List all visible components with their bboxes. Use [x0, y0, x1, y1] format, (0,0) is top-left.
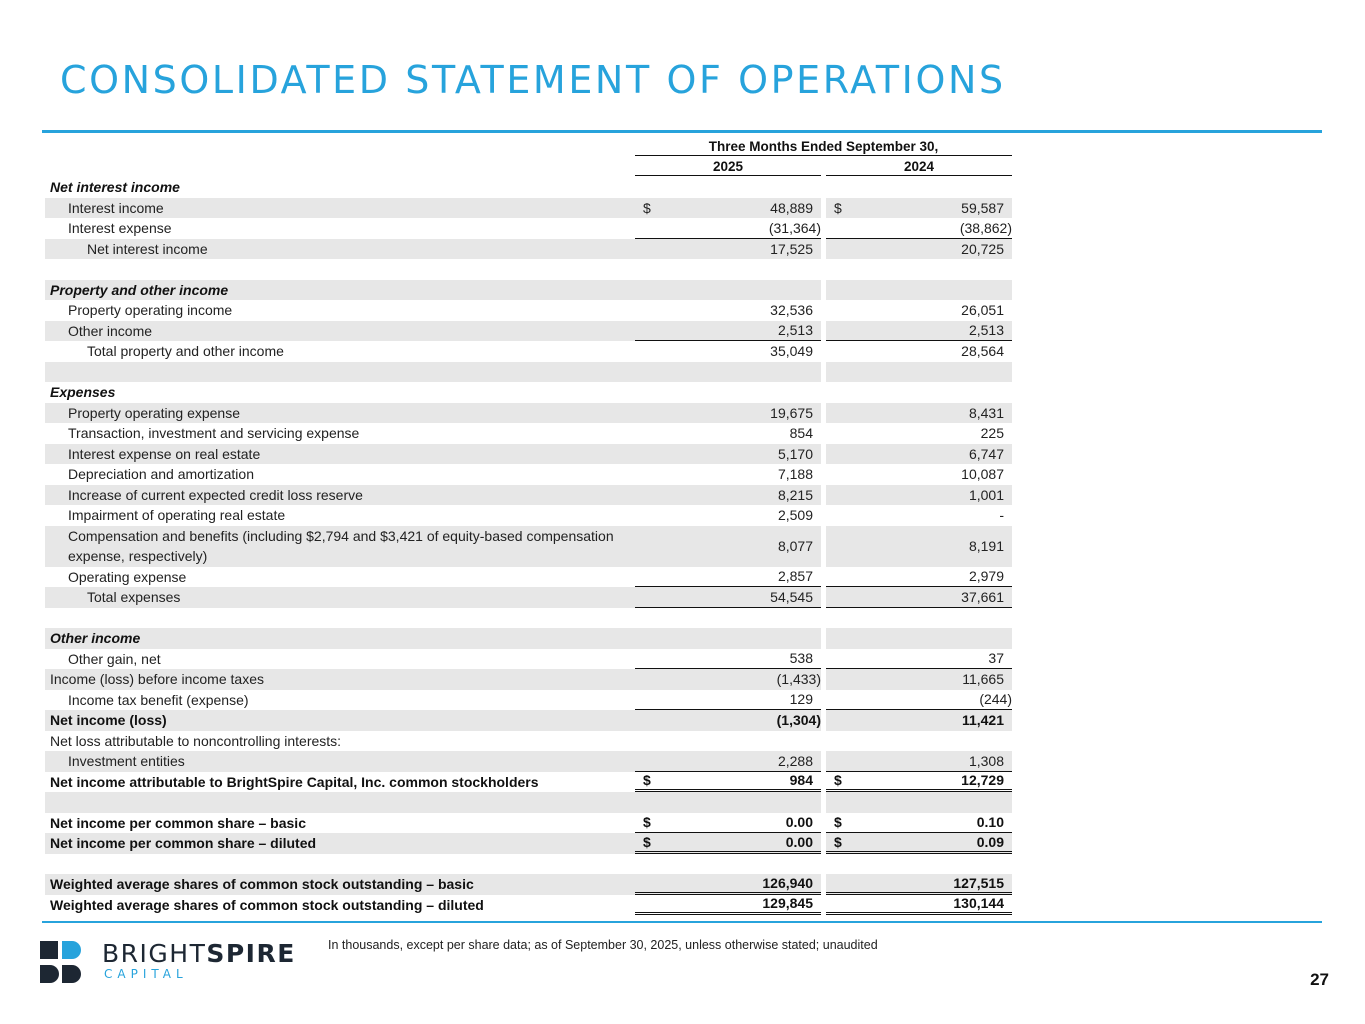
table-row: [45, 628, 1012, 649]
row-label: Weighted average shares of common stock outstanding – basic: [50, 876, 474, 892]
cell-2024: [826, 608, 1012, 629]
cell-value: 11,421: [961, 712, 1004, 729]
cell-value: 19,675: [770, 404, 813, 421]
spacer-row: [45, 362, 1012, 383]
cell-2025: [635, 464, 821, 485]
cell-2024: [826, 710, 1012, 731]
cell-2025: [635, 177, 821, 198]
cell-value: 0.00: [785, 814, 813, 831]
cell-2024: [826, 567, 1012, 588]
table-row: [45, 239, 1012, 260]
spacer-row: [45, 259, 1012, 280]
currency-symbol: $: [643, 199, 651, 216]
row-label: Net income attributable to BrightSpire Capital, Inc. common stockholders: [50, 773, 539, 790]
cell-2025: [635, 259, 821, 280]
cell-2024: [826, 690, 1012, 711]
footer-divider: [42, 921, 1322, 923]
logo-wordmark: [102, 939, 296, 968]
cell-2025: [635, 444, 821, 465]
currency-symbol: $: [834, 814, 842, 831]
row-label: Net interest income: [87, 240, 208, 257]
cell-value: 130,144: [953, 895, 1004, 912]
table-row: [45, 567, 1012, 588]
row-label: Transaction, investment and servicing expense: [68, 425, 360, 441]
cell-value: 225: [980, 425, 1004, 442]
cell-2025: [635, 239, 821, 260]
cell-2025: [635, 218, 821, 239]
table-row: [45, 710, 1012, 731]
cell-2025: [635, 403, 821, 424]
cell-2024: [826, 382, 1012, 403]
cell-value: 28,564: [961, 343, 1004, 360]
cell-2025: [635, 772, 821, 793]
cell-2025: [635, 587, 821, 608]
table-row: [45, 198, 1012, 219]
row-label: Property operating income: [68, 302, 233, 318]
cell-2025: [635, 505, 821, 526]
table-row: [45, 280, 1012, 301]
column-header-2025: 2025: [635, 158, 821, 176]
cell-value: 10,087: [961, 466, 1004, 483]
row-label: Operating expense: [68, 568, 187, 585]
currency-symbol: $: [834, 833, 842, 850]
logo-word-bright: BRIGHT: [102, 939, 207, 968]
table-row: [45, 464, 1012, 485]
cell-value: -: [999, 507, 1004, 524]
cell-value: 2,288: [777, 752, 813, 769]
cell-2024: [826, 362, 1012, 383]
cell-2024: [826, 239, 1012, 260]
cell-value: 8,191: [968, 538, 1004, 554]
cell-value: (1,304): [776, 712, 821, 729]
cell-value: 2,513: [968, 322, 1004, 339]
cell-2024: [826, 341, 1012, 362]
cell-2024: [826, 772, 1012, 793]
cell-value: 5,170: [777, 445, 813, 462]
table-row: [45, 669, 1012, 690]
spacer-row: [45, 854, 1012, 875]
row-label: Impairment of operating real estate: [68, 507, 286, 523]
cell-2025: [635, 280, 821, 301]
cell-2025: [635, 710, 821, 731]
cell-2024: [826, 280, 1012, 301]
row-label: Income tax benefit (expense): [68, 691, 249, 708]
page-number: 27: [1310, 970, 1329, 989]
cell-2025: [635, 198, 821, 219]
cell-2025: [635, 792, 821, 813]
logo-mark-icon: [40, 941, 88, 983]
cell-2024: [826, 669, 1012, 690]
row-label: Net loss attributable to noncontrolling interests:: [50, 732, 342, 749]
cell-value: 2,857: [777, 568, 813, 585]
cell-value: 7,188: [777, 466, 813, 483]
row-label: Income (loss) before income taxes: [50, 671, 264, 687]
cell-value: 129: [789, 691, 813, 708]
cell-value: 126,940: [762, 874, 813, 891]
cell-2025: [635, 485, 821, 506]
brightspire-logo: [40, 941, 300, 987]
table-row: [45, 341, 1012, 362]
cell-2025: [635, 526, 821, 567]
cell-2025: [635, 813, 821, 834]
cell-value: 0.10: [976, 814, 1004, 831]
cell-value: 54,545: [770, 588, 813, 605]
cell-value: 1,308: [968, 752, 1004, 769]
row-label: Increase of current expected credit loss reserve: [68, 486, 363, 503]
cell-value: 12,729: [961, 772, 1004, 789]
cell-2025: [635, 608, 821, 629]
statement-table: [45, 177, 1012, 915]
row-label: Total property and other income: [87, 343, 284, 359]
currency-symbol: $: [834, 772, 842, 789]
cell-2025: [635, 423, 821, 444]
table-row: [45, 423, 1012, 444]
cell-2024: [826, 177, 1012, 198]
logo-subtitle: CAPITAL: [104, 967, 188, 981]
cell-value: 11,665: [962, 671, 1004, 688]
cell-value: 129,845: [762, 895, 813, 912]
table-row: [45, 177, 1012, 198]
cell-value: 8,077: [777, 538, 813, 554]
cell-2024: [826, 731, 1012, 752]
cell-2025: [635, 669, 821, 690]
table-row: [45, 690, 1012, 711]
cell-2025: [635, 731, 821, 752]
cell-2025: [635, 321, 821, 342]
footnote: In thousands, except per share data; as of September 30, 2025, unless otherwise stated; unaudited: [328, 938, 878, 952]
row-background: [45, 608, 635, 629]
cell-value: 8,431: [968, 404, 1004, 421]
column-header-2024: 2024: [826, 158, 1012, 176]
cell-2025: [635, 833, 821, 854]
row-label: Net income (loss): [50, 712, 167, 728]
table-row: [45, 382, 1012, 403]
cell-value: 37: [988, 650, 1004, 667]
row-label: Total expenses: [87, 589, 181, 605]
cell-2024: [826, 321, 1012, 342]
table-row: [45, 526, 1012, 567]
cell-value: 35,049: [770, 343, 813, 360]
row-label: Investment entities: [68, 753, 185, 769]
spacer-row: [45, 608, 1012, 629]
cell-2024: [826, 218, 1012, 239]
cell-2024: [826, 895, 1012, 916]
cell-value: 20,725: [961, 240, 1004, 257]
cell-2024: [826, 505, 1012, 526]
cell-2024: [826, 198, 1012, 219]
row-label: Compensation and benefits (including $2,794 and $3,421 of equity-based compensation expense, respectively): [68, 527, 614, 564]
table-row: [45, 218, 1012, 239]
cell-value: 1,001: [968, 486, 1004, 503]
cell-value: 0.09: [976, 833, 1004, 850]
cell-2025: [635, 690, 821, 711]
cell-2024: [826, 587, 1012, 608]
page-title: CONSOLIDATED STATEMENT OF OPERATIONS: [60, 58, 1006, 102]
cell-value: 37,661: [961, 588, 1004, 605]
cell-value: 0.00: [785, 833, 813, 850]
row-label: Net income per common share – diluted: [50, 835, 317, 851]
currency-symbol: $: [643, 814, 651, 831]
cell-value: 538: [789, 650, 813, 667]
cell-value: (38,862): [959, 219, 1012, 236]
spacer-row: [45, 792, 1012, 813]
logo-word-spire: SPIRE: [206, 939, 296, 968]
cell-value: 32,536: [770, 302, 813, 319]
cell-2024: [826, 628, 1012, 649]
row-background: [45, 792, 635, 813]
cell-value: (1,433): [776, 671, 821, 688]
cell-value: 48,889: [770, 199, 813, 216]
table-row: [45, 772, 1012, 793]
cell-2025: [635, 895, 821, 916]
currency-symbol: $: [643, 833, 651, 850]
currency-symbol: $: [643, 772, 651, 789]
row-background: [45, 854, 635, 875]
cell-value: 2,979: [968, 568, 1004, 585]
cell-2024: [826, 485, 1012, 506]
row-label: Net income per common share – basic: [50, 814, 306, 831]
row-label: Interest income: [68, 199, 164, 216]
cell-2025: [635, 649, 821, 670]
row-label: Property operating expense: [68, 404, 240, 421]
currency-symbol: $: [834, 199, 842, 216]
table-row: [45, 895, 1012, 916]
cell-value: (244): [979, 691, 1012, 708]
table-row: [45, 833, 1012, 854]
cell-value: 17,525: [770, 240, 813, 257]
cell-2024: [826, 854, 1012, 875]
table-row: [45, 403, 1012, 424]
cell-2025: [635, 362, 821, 383]
row-label: Depreciation and amortization: [68, 466, 254, 482]
row-background: [45, 259, 635, 280]
table-row: [45, 485, 1012, 506]
row-label: Weighted average shares of common stock outstanding – diluted: [50, 896, 484, 913]
table-row: [45, 813, 1012, 834]
cell-2024: [826, 464, 1012, 485]
table-row: [45, 731, 1012, 752]
table-row: [45, 444, 1012, 465]
cell-2024: [826, 813, 1012, 834]
title-divider: [42, 130, 1322, 133]
cell-2024: [826, 526, 1012, 567]
row-label: Expenses: [50, 384, 116, 400]
cell-2024: [826, 874, 1012, 895]
cell-value: 6,747: [968, 445, 1004, 462]
cell-2024: [826, 423, 1012, 444]
cell-2025: [635, 854, 821, 875]
cell-value: 984: [789, 772, 813, 789]
table-row: [45, 300, 1012, 321]
cell-value: 2,509: [777, 507, 813, 524]
cell-2025: [635, 382, 821, 403]
cell-2025: [635, 300, 821, 321]
cell-value: (31,364): [768, 219, 821, 236]
row-label: Property and other income: [50, 281, 229, 298]
cell-2024: [826, 259, 1012, 280]
table-row: [45, 751, 1012, 772]
cell-2024: [826, 649, 1012, 670]
row-label: Other income: [50, 630, 141, 646]
row-label: Interest expense: [68, 220, 172, 236]
cell-value: 26,051: [961, 302, 1004, 319]
row-background: [45, 382, 635, 403]
table-row: [45, 874, 1012, 895]
row-label: Other gain, net: [68, 650, 161, 667]
table-row: [45, 587, 1012, 608]
cell-2025: [635, 751, 821, 772]
row-background: [45, 362, 635, 383]
cell-2024: [826, 833, 1012, 854]
row-label: Other income: [68, 322, 153, 339]
table-row: [45, 505, 1012, 526]
cell-2025: [635, 628, 821, 649]
cell-2025: [635, 341, 821, 362]
row-label: Net interest income: [50, 179, 180, 195]
cell-value: 127,515: [953, 874, 1004, 891]
cell-value: 854: [789, 425, 813, 442]
cell-value: 8,215: [777, 486, 813, 503]
cell-2025: [635, 567, 821, 588]
cell-2024: [826, 403, 1012, 424]
cell-2024: [826, 792, 1012, 813]
cell-2024: [826, 751, 1012, 772]
period-header: Three Months Ended September 30,: [635, 138, 1012, 156]
cell-value: 2,513: [777, 322, 813, 339]
row-label: Interest expense on real estate: [68, 445, 261, 462]
table-row: [45, 321, 1012, 342]
cell-2024: [826, 444, 1012, 465]
cell-value: 59,587: [961, 199, 1004, 216]
cell-2024: [826, 300, 1012, 321]
table-row: [45, 649, 1012, 670]
cell-2025: [635, 874, 821, 895]
